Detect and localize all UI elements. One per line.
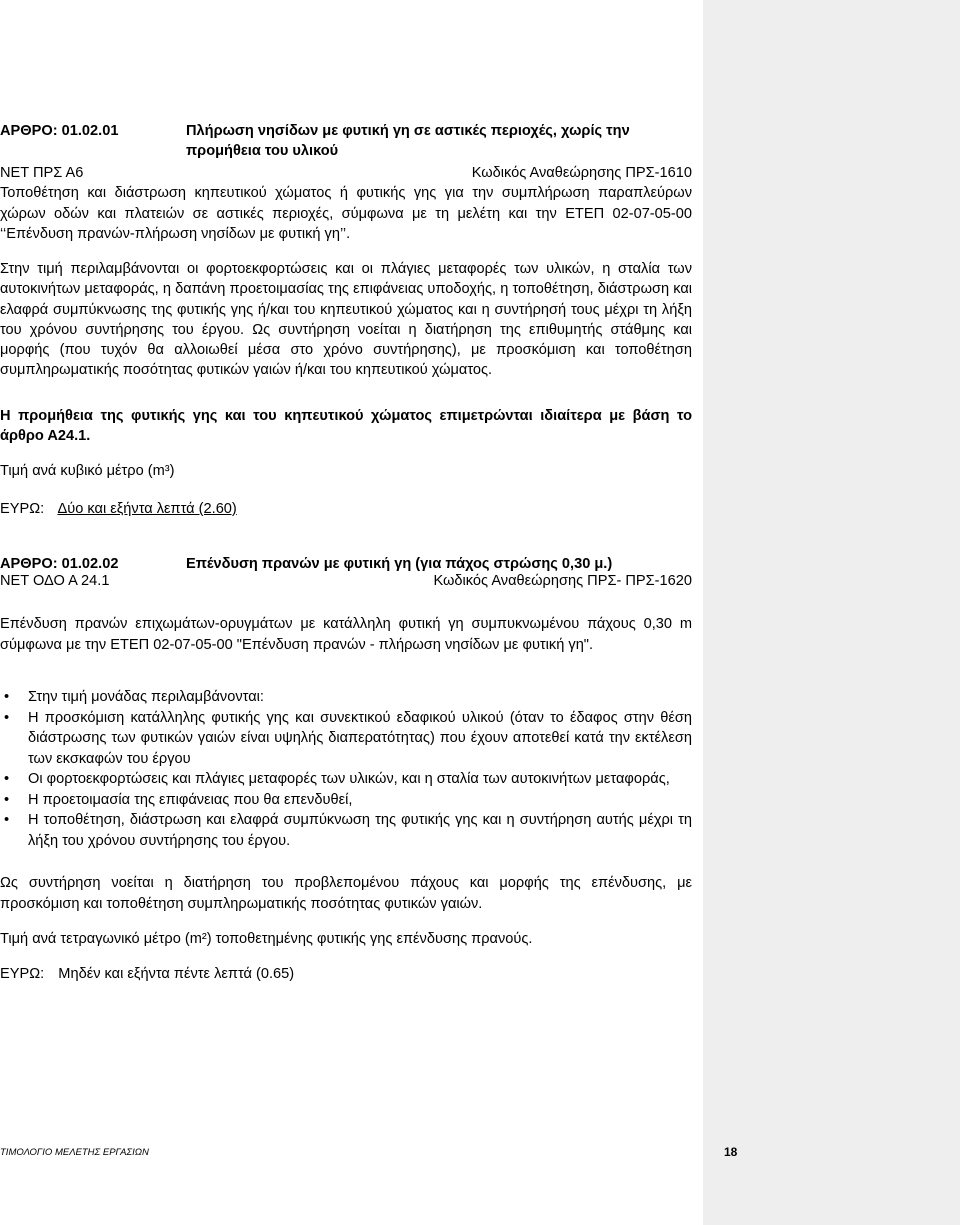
price-text: Δύο και εξήντα λεπτά (2.60)	[57, 501, 237, 517]
bullet-icon: •	[4, 771, 10, 787]
price-text: Μηδέν και εξήντα πέντε λεπτά (0.65)	[58, 966, 295, 982]
unit-price-text: Τιμή ανά τετραγωνικό μέτρο (m²) τοποθετημένης φυτικής γης επένδυσης πρανούς.	[0, 931, 533, 947]
maintenance-note	[0, 873, 692, 915]
price-inclusions	[0, 259, 692, 381]
article-code: ΑΡΘΡΟ: 01.02.01	[0, 123, 119, 139]
article-title: Επένδυση πρανών με φυτική γη (για πάχος στρώσης 0,30 μ.)	[186, 556, 613, 572]
list-item: • Οι φορτοεκφορτώσεις και πλάγιες μεταφορές των υλικών, και η σταλία των αυτοκινήτων μεταφοράς,	[0, 769, 692, 790]
maintenance-paragraph: Ως συντήρηση νοείται η διατήρηση του προβλεπομένου πάχους και μορφής της επένδυσης, με προσκόμιση και τοποθέτηση συμπληρωματικής ποσότητας φυτικών γαιών.	[0, 875, 692, 912]
unit-price-line	[0, 461, 692, 481]
article-title: Πλήρωση νησίδων με φυτική γη σε αστικές περιοχές, χωρίς την προμήθεια του υλικού	[186, 123, 630, 159]
bullet-list	[0, 687, 692, 851]
measurement-note-text: Η προμήθεια της φυτικής γης και του κηπευτικού χώματος επιμετρώνται ιδιαίτερα με βάση το άρθρο Α24.1.	[0, 408, 692, 444]
price-label: ΕΥΡΩ:	[0, 501, 45, 517]
bullet-icon: •	[4, 689, 10, 705]
list-item: • Η τοποθέτηση, διάστρωση και ελαφρά συμπύκνωση της φυτικής γης και η συντήρηση αυτής μέχρι τη λήξη του χρόνου συντήρησης του έργου.	[4, 812, 692, 849]
list-item: • Η προετοιμασία της επιφάνειας που θα επενδυθεί,	[0, 790, 692, 811]
price-label: ΕΥΡΩ:	[0, 966, 45, 982]
inclusions-list	[0, 687, 692, 851]
article-description	[0, 183, 692, 245]
revision-code: Κωδικός Αναθεώρησης ΠΡΣ- ΠΡΣ-1620	[433, 573, 692, 589]
bullet-icon: •	[4, 791, 10, 808]
price-line	[0, 499, 692, 519]
bullet-icon: •	[4, 812, 10, 828]
measurement-note	[0, 406, 692, 446]
revision-code: Κωδικός Αναθεώρησης ΠΡΣ-1610	[471, 165, 692, 181]
footer-title: ΤΙΜΟΛΟΓΙΟ ΜΕΛΕΤΗΣ ΕΡΓΑΣΙΩΝ	[0, 1147, 149, 1158]
net-code: ΝΕΤ ΠΡΣ Α6	[0, 165, 84, 181]
page-number: 18	[724, 1145, 738, 1159]
unit-price-text: Τιμή ανά κυβικό μέτρο (m³)	[0, 463, 175, 479]
description-paragraph: Επένδυση πρανών επιχωμάτων-ορυγμάτων με κατάλληλη φυτική γη συμπυκνωμένου πάχους 0,30 m σύμφωνα με την ΕΤΕΠ 02-07-05-00 "Επένδυση πρανών - πλήρωση νησίδων με φυτική γη".	[0, 616, 692, 653]
description-paragraph: Τοποθέτηση και διάστρωση κηπευτικού χώματος ή φυτικής γης για την συμπλήρωση παραπλεύρων χώρων οδών και πλατειών σε αστικές περιοχές, σύμφωνα με τη μελέτη και την ΕΤΕΠ 02-07-05-00 ‘‘Επένδυση πρανών-πλήρωση νησίδων με φυτική γη’’.	[0, 185, 692, 242]
list-item: • Στην τιμή μονάδας περιλαμβάνονται:	[0, 687, 692, 708]
article-code: ΑΡΘΡΟ: 01.02.02	[0, 556, 119, 572]
article-description	[0, 614, 692, 656]
net-code: ΝΕΤ ΟΔΟ Α 24.1	[0, 573, 110, 589]
unit-price-line	[0, 929, 692, 949]
list-item: • Η προσκόμιση κατάλληλης φυτικής γης και συνεκτικού εδαφικού υλικού (όταν το έδαφος στην θέση διάστρωσης των φυτικών γαιών είναι υψηλής διαπερατότητας) που έχουν αποτεθεί κατά την εκτέλεση των εκσκαφών του έργου	[4, 709, 692, 767]
right-margin-panel	[703, 0, 960, 1225]
inclusions-paragraph: Στην τιμή περιλαμβάνονται οι φορτοεκφορτώσεις και οι πλάγιες μεταφορές των υλικών, η σταλία των αυτοκινήτων μεταφοράς, η δαπάνη προετοιμασίας της επιφάνειας υποδοχής, η τοποθέτηση, διάστρωση και ελαφρά συμπύκνωσης της φυτικής γης ή/και του κηπευτικού χώματος και η συντήρησή τους μέχρι τη λήξη του χρόνου συντήρησης του έργου. Ως συντήρηση νοείται η διατήρηση της επιθυμητής στάθμης και μορφής (που τυχόν θα αλλοιωθεί μέσα στο χρόνο συντήρησης), με προσκόμιση και τοποθέτηση συμπληρωματικής ποσότητας φυτικών γαιών ή/και του κηπευτικού χώματος.	[0, 261, 692, 379]
bullet-icon: •	[4, 709, 10, 726]
price-line	[0, 964, 692, 984]
